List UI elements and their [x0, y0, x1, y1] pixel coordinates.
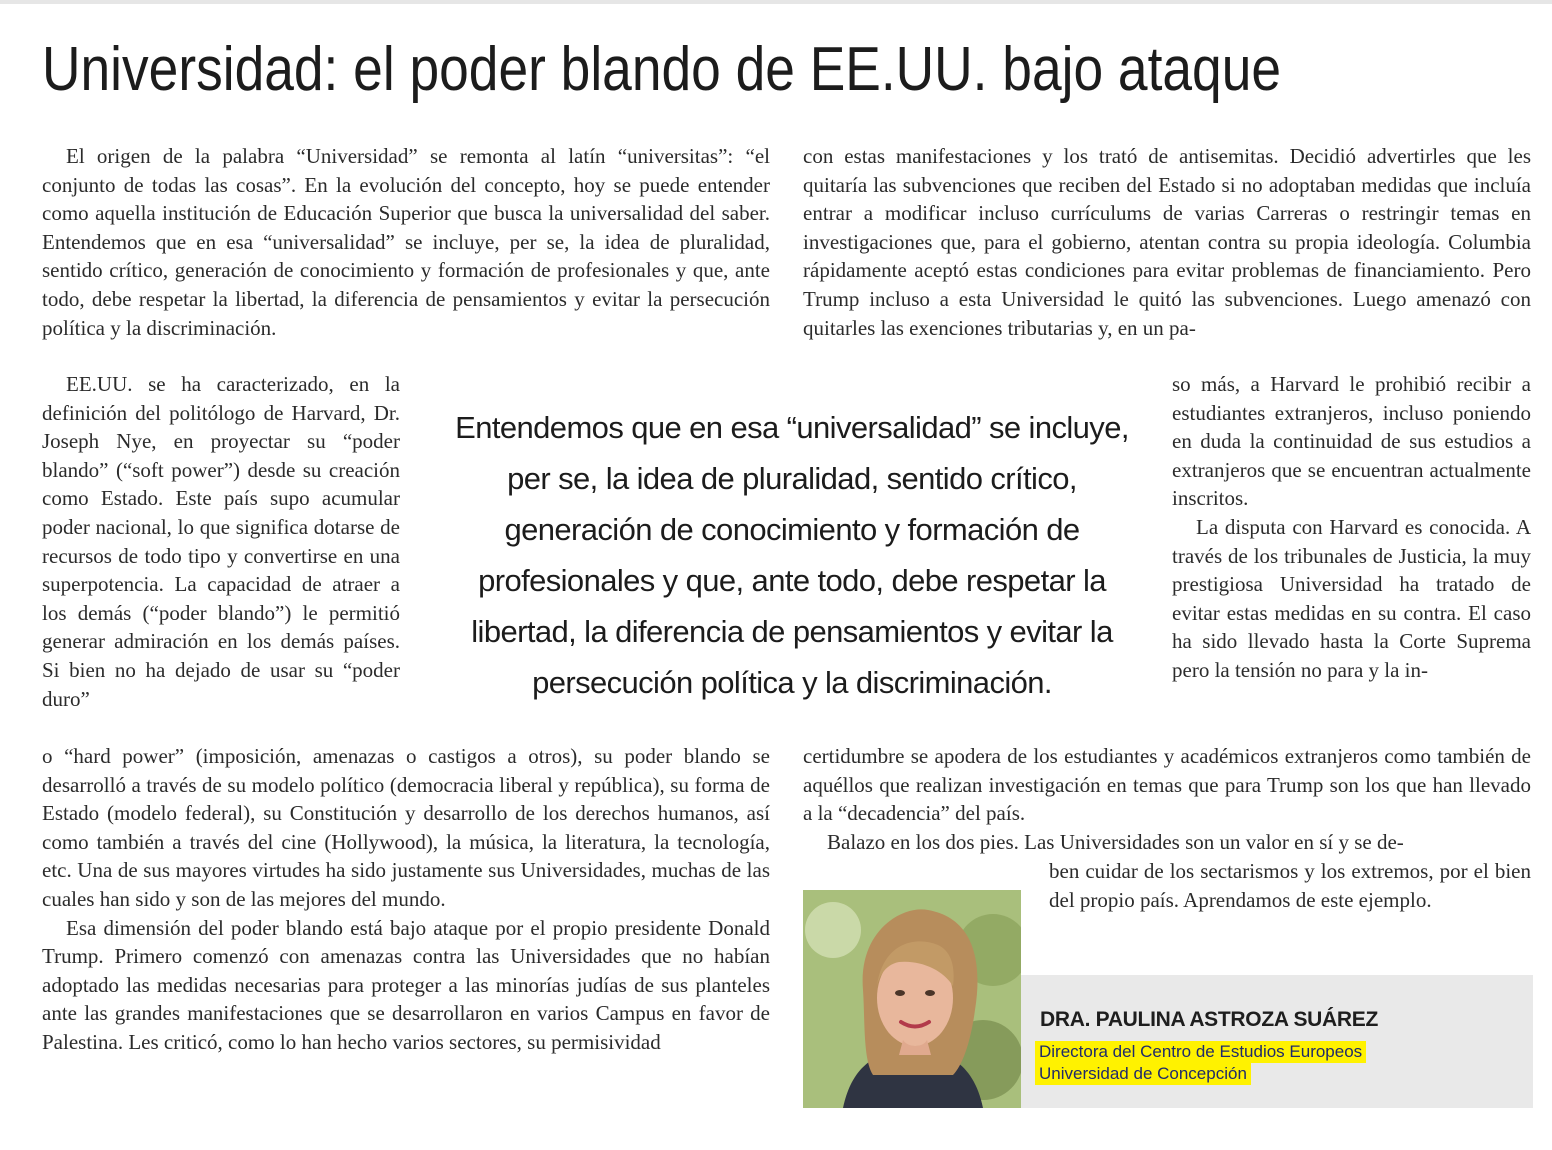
- author-role: Directora del Centro de Estudios Europeos: [1035, 1041, 1366, 1063]
- paragraph-4: La disputa con Harvard es conocida. A través de los tribunales de Justicia, la muy prestigiosa Universidad ha tratado de evitar estas medidas en su contra. El caso ha sido llevado hasta la Corte Suprema pero la tensión no para y la in-: [1172, 514, 1531, 682]
- paragraph-2-continued: o “hard power” (imposición, amenazas o castigos a otros), su poder blando se desarrolló a través de su modelo político (democracia liberal y república), su forma de Estado (modelo federal), su Constitución y desarrollo de los derechos humanos, así como también a través del cine (Hollywood), la música, la literatura, la tecnología, etc. Una de sus mayores virtudes ha sido justamente sus Universidades, muchas de las cuales han sido y son de las mejores del mundo.: [42, 744, 770, 911]
- left-column-bottom: [42, 742, 770, 1057]
- paragraph-3: Esa dimensión del poder blando está bajo ataque por el propio presidente Donald Trump. Primero comenzó con amenazas contra las Universidades que no habían adoptado las medidas necesarias para proteger a las minorías judías de sus planteles ante las grandes manifestaciones que se desarrollaron en varios Campus en favor de Palestina. Les criticó, como lo han hecho varios sectores, su permisividad: [42, 915, 770, 1054]
- pull-quote: Entendemos que en esa “universalidad” se incluye, per se, la idea de pluralidad, sentido crítico, generación de conocimiento y formación de profesionales y que, ante todo, debe respetar la libertad, la diferencia de pensamientos y evitar la persecución política y la discriminación.: [455, 410, 1129, 700]
- right-column-narrow: [1172, 370, 1531, 685]
- paragraph-4-continued: certidumbre se apodera de los estudiantes y académicos extranjeros como también de aquéllos que realizan investigación en temas que para Trump son los que han llevado a la “decadencia” del país.: [803, 744, 1531, 826]
- author-organization: Universidad de Concepción: [1035, 1063, 1251, 1085]
- paragraph-3-continued: con estas manifestaciones y los trató de antisemitas. Decidió advertirles que les quitaría las subvenciones que reciben del Estado si no adoptaban medidas que incluía entrar a modificar incluso currículums de varias Carreras o restringir temas en investigaciones que, para el gobierno, atentan contra su propia ideología. Columbia rápidamente aceptó estas condiciones para evitar problemas de financiamiento. Pero Trump incluso a esta Universidad le quitó las subvenciones. Luego amenazó con quitarles las exenciones tributarias y, en un pa-: [803, 144, 1531, 340]
- left-column-top: [42, 142, 770, 342]
- left-column-narrow: [42, 370, 400, 713]
- right-column-middle: [803, 742, 1531, 856]
- author-photo: [803, 890, 1021, 1108]
- paragraph-1: El origen de la palabra “Universidad” se remonta al latín “universitas”: “el conjunto de todas las cosas”. En la evolución del concepto, hoy se puede entender como aquella institución de Educación Superior que busca la universalidad del saber. Entendemos que en esa “universalidad” se incluye, per se, la idea de pluralidad, sentido crítico, generación de conocimiento y formación de profesionales y que, ante todo, debe respetar la libertad, la diferencia de pensamientos y evitar la persecución política y la discriminación.: [42, 144, 770, 340]
- paragraph-3-continued-2: so más, a Harvard le prohibió recibir a estudiantes extranjeros, incluso poniendo en duda la continuidad de sus estudios a extranjeros que se encuentran actualmente inscritos.: [1172, 372, 1531, 511]
- paragraph-5-continued: ben cuidar de los sectarismos y los extremos, por el bien del propio país. Aprendamos de este ejemplo.: [1049, 859, 1531, 912]
- paragraph-5: Balazo en los dos pies. Las Universidades son un valor en sí y se de-: [827, 829, 1404, 854]
- top-rule: [0, 0, 1552, 4]
- right-column-top: [803, 142, 1531, 342]
- article-headline: Universidad: el poder blando de EE.UU. bajo ataque: [42, 35, 1282, 104]
- paragraph-2: EE.UU. se ha caracterizado, en la definición del politólogo de Harvard, Dr. Joseph Nye, en proyectar su “poder blando” (“soft power”) desde su creación como Estado. Este país supo acumular poder nacional, lo que significa dotarse de recursos de todo tipo y convertirse en una superpotencia. La capacidad de atraer a los demás (“poder blando”) le permitió generar admiración en los demás países. Si bien no ha dejado de usar su “poder duro”: [42, 372, 400, 711]
- author-name: DRA. PAULINA ASTROZA SUÁREZ: [1040, 1008, 1379, 1031]
- right-column-tail: [1049, 857, 1531, 914]
